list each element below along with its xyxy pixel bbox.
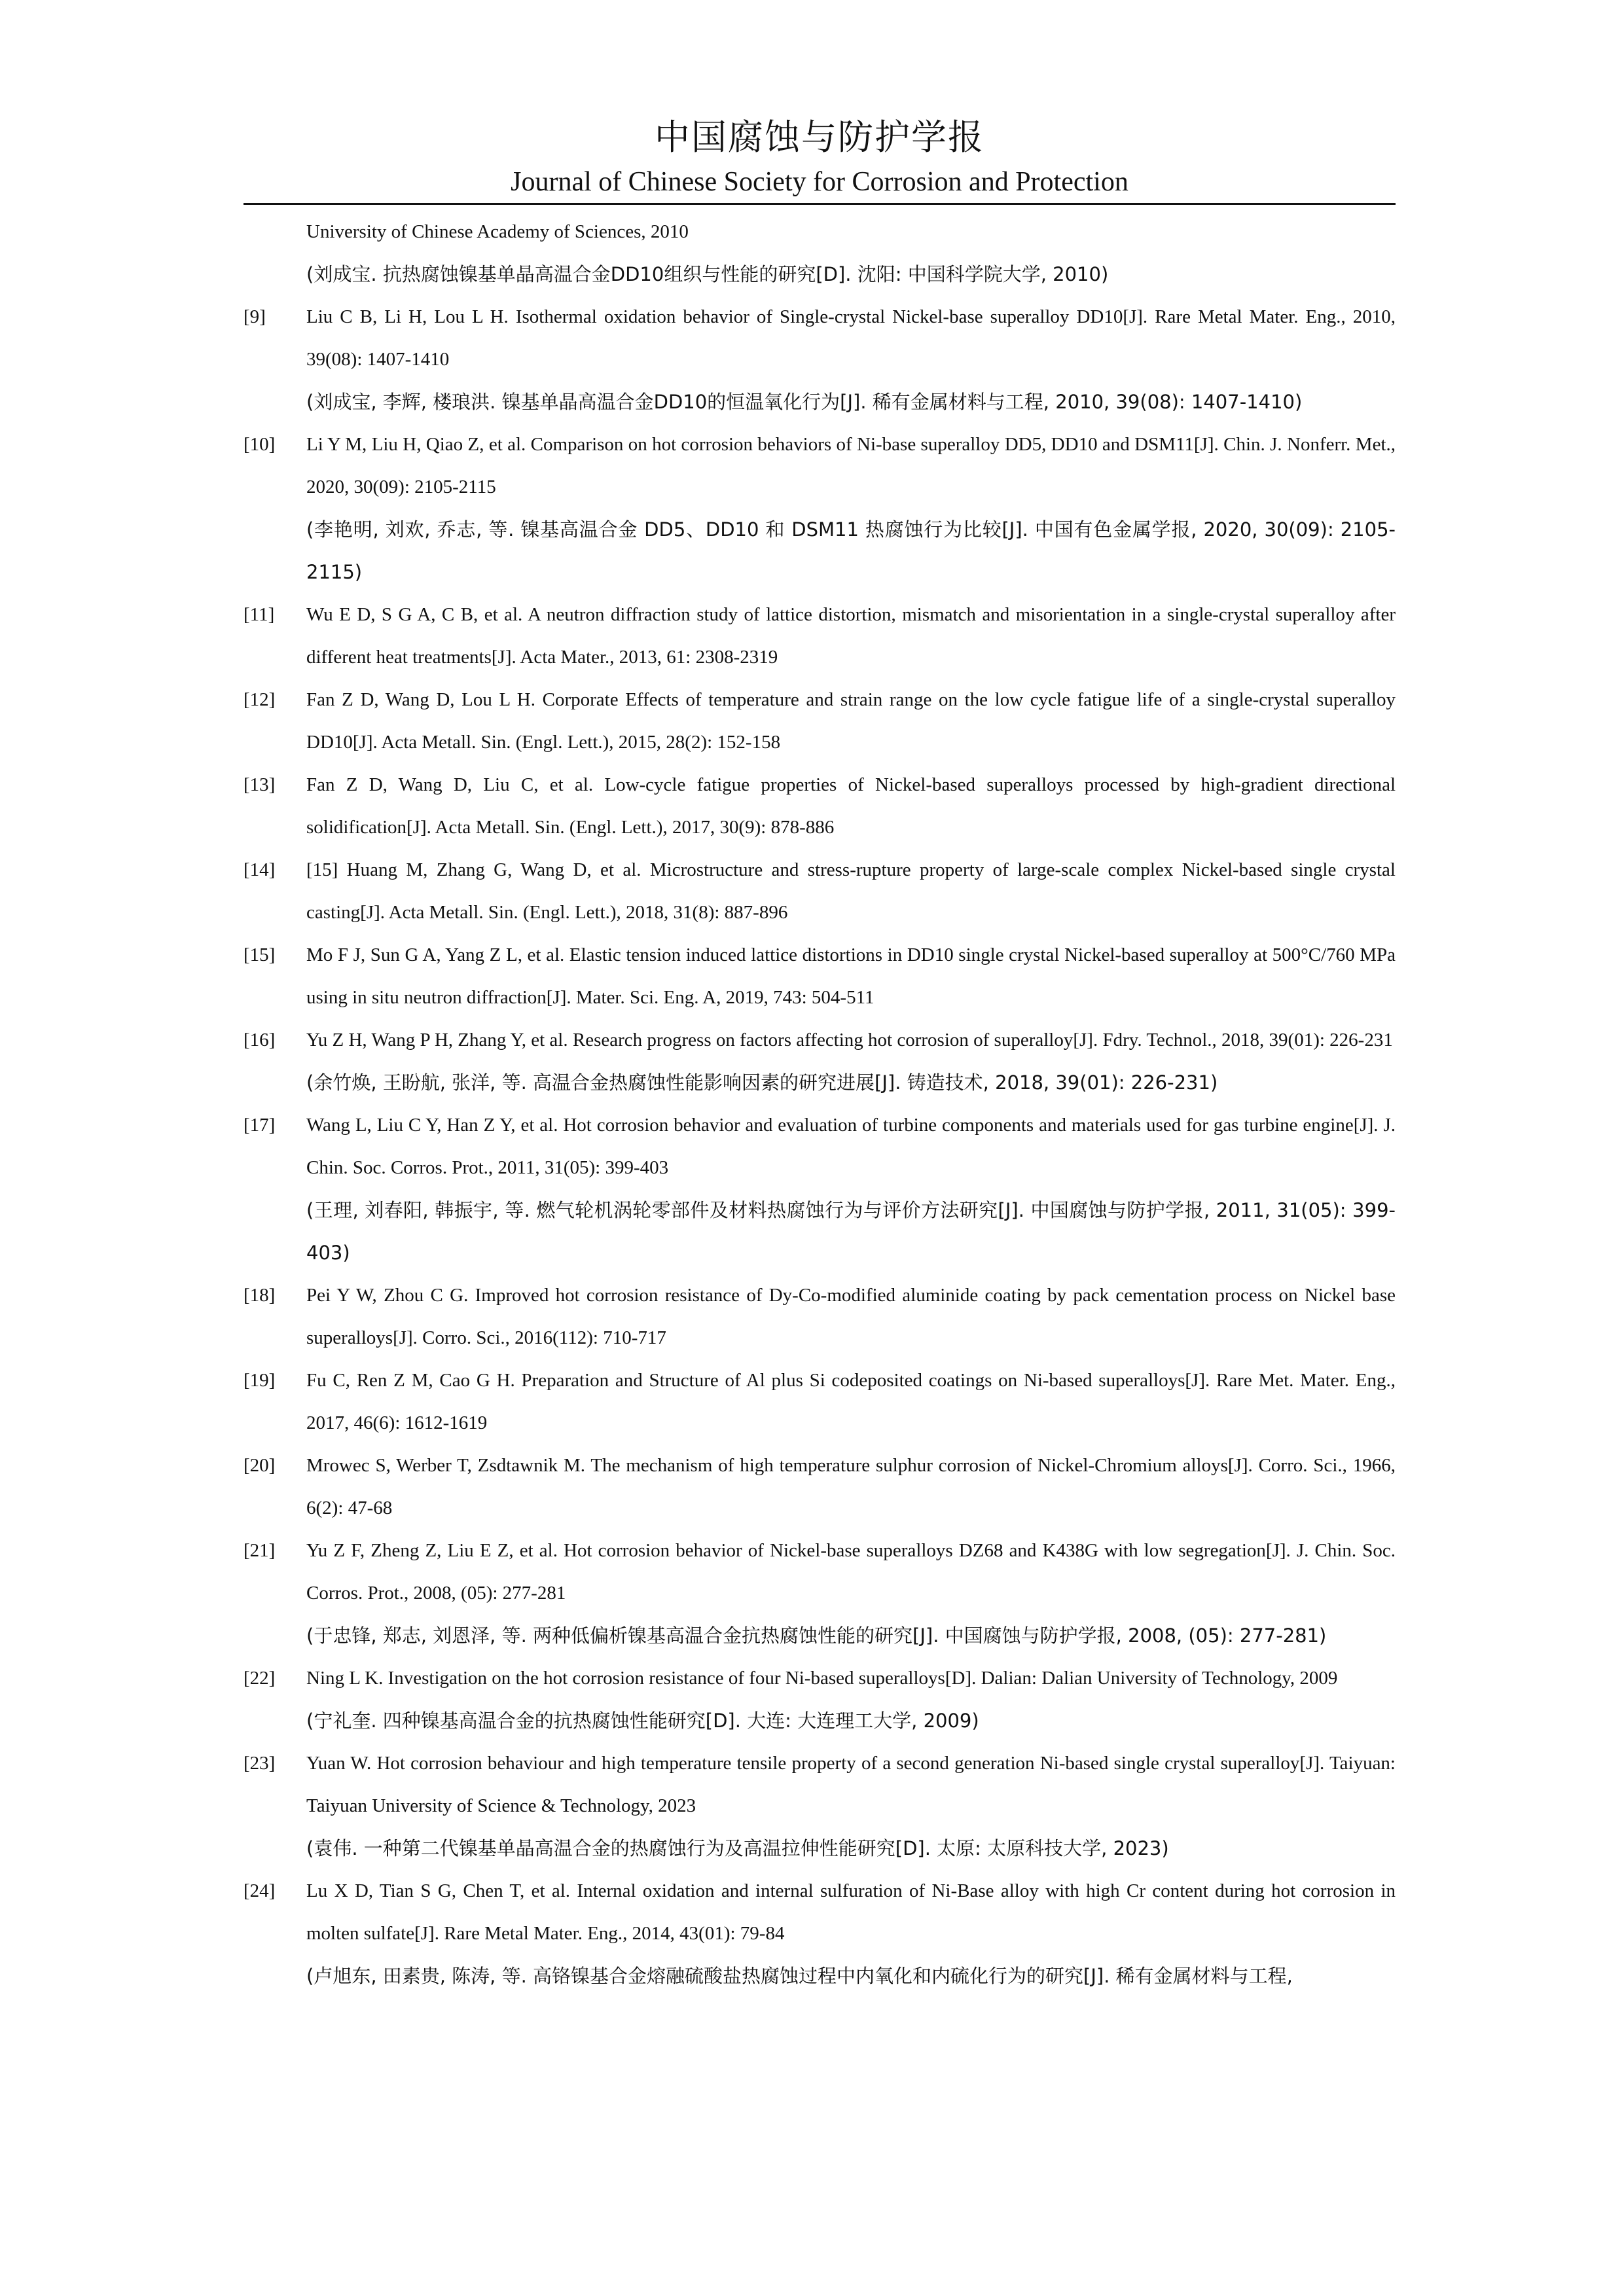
reference-item — [244, 423, 1396, 594]
reference-number: [12] — [244, 689, 276, 710]
reference-number: [21] — [244, 1540, 276, 1561]
reference-number: [9] — [244, 306, 266, 327]
reference-number: [19] — [244, 1370, 276, 1391]
reference-text-en: Li Y M, Liu H, Qiao Z, et al. Comparison on hot corrosion behaviors of Ni-base superalloy DD5, DD10 and DSM11[J]. Chin. J. Nonferr. Met., 2020, 30(09): 2105-2115 — [306, 434, 1396, 497]
reference-item — [244, 849, 1396, 934]
reference-body — [306, 849, 1396, 934]
reference-text-en: Wu E D, S G A, C B, et al. A neutron diffraction study of lattice distortion, mismatch and misorientation in a single-crystal superalloy after different heat treatments[J]. Acta Mater., 2013, 61: 2308-2319 — [306, 604, 1396, 668]
reference-number: [18] — [244, 1285, 276, 1306]
reference-item — [244, 594, 1396, 679]
journal-title-cn: 中国腐蚀与防护学报 — [655, 117, 984, 158]
reference-item — [244, 1657, 1396, 1742]
reference-text-en: Lu X D, Tian S G, Chen T, et al. Internal oxidation and internal sulfuration of Ni-Base alloy with high Cr content during hot corrosion in molten sulfate[J]. Rare Metal Mater. Eng., 2014, 43(01): 79-84 — [306, 1880, 1396, 1944]
reference-text-en: Mrowec S, Werber T, Zsdtawnik M. The mechanism of high temperature sulphur corrosion of Nickel-Chromium alloys[J]. Corro. Sci., 1966, 6(2): 47-68 — [306, 1455, 1396, 1518]
reference-text-cn: (李艳明, 刘欢, 乔志, 等. 镍基高温合金 DD5、DD10 和 DSM11 热腐蚀行为比较[J]. 中国有色金属学报, 2020, 30(09): 2105-2115) — [306, 518, 1396, 583]
reference-body — [306, 423, 1396, 594]
reference-text-cn: (于忠锋, 郑志, 刘恩泽, 等. 两种低偏析镍基高温合金抗热腐蚀性能的研究[J]. 中国腐蚀与防护学报, 2008, (05): 277-281) — [306, 1624, 1327, 1647]
reference-number: [13] — [244, 774, 276, 795]
reference-item — [244, 934, 1396, 1019]
reference-body — [306, 679, 1396, 764]
reference-item — [244, 1870, 1396, 1998]
reference-number: [22] — [244, 1668, 276, 1689]
journal-title-en: Journal of Chinese Society for Corrosion and Protection — [511, 167, 1128, 197]
reference-body — [306, 1870, 1396, 1998]
reference-text-en: Fan Z D, Wang D, Lou L H. Corporate Effects of temperature and strain range on the low cycle fatigue life of a single-crystal superalloy DD10[J]. Acta Metall. Sin. (Engl. Lett.), 2015, 28(2): 152-158 — [306, 689, 1396, 753]
reference-number: [16] — [244, 1030, 276, 1050]
reference-body — [306, 1359, 1396, 1444]
reference-body — [306, 1657, 1396, 1742]
reference-item — [244, 1274, 1396, 1359]
reference-body — [306, 296, 1396, 423]
reference-number: [24] — [244, 1880, 276, 1901]
reference-body — [306, 934, 1396, 1019]
reference-text-en: [15] Huang M, Zhang G, Wang D, et al. Microstructure and stress-rupture property of large-scale complex Nickel-based single crystal casting[J]. Acta Metall. Sin. (Engl. Lett.), 2018, 31(8): 887-896 — [306, 859, 1396, 923]
reference-text-en: Ning L K. Investigation on the hot corrosion resistance of four Ni-based superalloys[D]. Dalian: Dalian University of Technology, 2009 — [306, 1668, 1338, 1689]
reference-body — [306, 1019, 1396, 1104]
reference-text-en: Yuan W. Hot corrosion behaviour and high temperature tensile property of a second generation Ni-based single crystal superalloy[J]. Taiyuan: Taiyuan University of Science & Technology, 2023 — [306, 1753, 1396, 1816]
reference-text-cn: (余竹焕, 王盼航, 张洋, 等. 高温合金热腐蚀性能影响因素的研究进展[J]. 铸造技术, 2018, 39(01): 226-231) — [306, 1071, 1218, 1094]
reference-text-cn: (卢旭东, 田素贵, 陈涛, 等. 高铬镍基合金熔融硫酸盐热腐蚀过程中内氧化和内硫化行为的研究[J]. 稀有金属材料与工程, — [306, 1965, 1293, 1987]
reference-item — [244, 1104, 1396, 1274]
reference-text-en: Fan Z D, Wang D, Liu C, et al. Low-cycle fatigue properties of Nickel-based superalloys processed by high-gradient directional solidification[J]. Acta Metall. Sin. (Engl. Lett.), 2017, 30(9): 878-886 — [306, 774, 1396, 838]
reference-body — [306, 1444, 1396, 1530]
reference-text-en: University of Chinese Academy of Sciences, 2010 — [306, 221, 689, 242]
reference-item — [244, 1742, 1396, 1870]
reference-body — [306, 1104, 1396, 1274]
reference-body — [306, 1274, 1396, 1359]
reference-text-cn: (王理, 刘春阳, 韩振宇, 等. 燃气轮机涡轮零部件及材料热腐蚀行为与评价方法研究[J]. 中国腐蚀与防护学报, 2011, 31(05): 399-403) — [306, 1199, 1396, 1264]
reference-text-cn: (宁礼奎. 四种镍基高温合金的抗热腐蚀性能研究[D]. 大连: 大连理工大学, 2009) — [306, 1710, 979, 1732]
reference-body — [306, 1530, 1396, 1657]
reference-number: [14] — [244, 859, 276, 880]
reference-text-en: Pei Y W, Zhou C G. Improved hot corrosion resistance of Dy-Co-modified aluminide coating by pack cementation process on Nickel base superalloys[J]. Corro. Sci., 2016(112): 710-717 — [306, 1285, 1396, 1348]
reference-body — [306, 211, 1396, 296]
page-header — [244, 111, 1396, 200]
reference-text-en: Wang L, Liu C Y, Han Z Y, et al. Hot corrosion behavior and evaluation of turbine components and materials used for gas turbine engine[J]. J. Chin. Soc. Corros. Prot., 2011, 31(05): 399-403 — [306, 1115, 1396, 1178]
reference-text-cn: (袁伟. 一种第二代镍基单晶高温合金的热腐蚀行为及高温拉伸性能研究[D]. 太原: 太原科技大学, 2023) — [306, 1837, 1169, 1859]
reference-text-en: Fu C, Ren Z M, Cao G H. Preparation and Structure of Al plus Si codeposited coatings on Ni-based superalloys[J]. Rare Met. Mater. Eng., 2017, 46(6): 1612-1619 — [306, 1370, 1396, 1433]
reference-item — [244, 764, 1396, 849]
reference-number: [11] — [244, 604, 275, 625]
reference-body — [306, 594, 1396, 679]
reference-body — [306, 764, 1396, 849]
reference-body — [306, 1742, 1396, 1870]
reference-number: [15] — [244, 944, 276, 965]
reference-text-cn: (刘成宝. 抗热腐蚀镍基单晶高温合金DD10组织与性能的研究[D]. 沈阳: 中国科学院大学, 2010) — [306, 263, 1109, 285]
reference-text-en: Yu Z F, Zheng Z, Liu E Z, et al. Hot corrosion behavior of Nickel-base superalloys DZ68 and K438G with low segregation[J]. J. Chin. Soc. Corros. Prot., 2008, (05): 277-281 — [306, 1540, 1396, 1604]
reference-number: [23] — [244, 1753, 276, 1774]
reference-text-en: Yu Z H, Wang P H, Zhang Y, et al. Research progress on factors affecting hot corrosion of superalloy[J]. Fdry. Technol., 2018, 39(01): 226-231 — [306, 1030, 1393, 1050]
reference-number — [244, 211, 306, 296]
reference-item — [244, 1530, 1396, 1657]
reference-list — [244, 211, 1396, 1998]
reference-text-en: Mo F J, Sun G A, Yang Z L, et al. Elastic tension induced lattice distortions in DD10 single crystal Nickel-based superalloy at 500°C/760 MPa using in situ neutron diffraction[J]. Mater. Sci. Eng. A, 2019, 743: 504-511 — [306, 944, 1396, 1008]
reference-item — [244, 1359, 1396, 1444]
reference-item — [244, 679, 1396, 764]
reference-number: [10] — [244, 434, 276, 455]
reference-item — [244, 296, 1396, 423]
reference-text-en: Liu C B, Li H, Lou L H. Isothermal oxidation behavior of Single-crystal Nickel-base superalloy DD10[J]. Rare Metal Mater. Eng., 2010, 39(08): 1407-1410 — [306, 306, 1396, 370]
reference-item — [244, 1019, 1396, 1104]
reference-number: [17] — [244, 1115, 276, 1136]
reference-number: [20] — [244, 1455, 276, 1476]
header-rule — [244, 203, 1396, 205]
reference-item — [244, 1444, 1396, 1530]
reference-text-cn: (刘成宝, 李辉, 楼琅洪. 镍基单晶高温合金DD10的恒温氧化行为[J]. 稀有金属材料与工程, 2010, 39(08): 1407-1410) — [306, 391, 1303, 413]
reference-item — [244, 211, 1396, 296]
